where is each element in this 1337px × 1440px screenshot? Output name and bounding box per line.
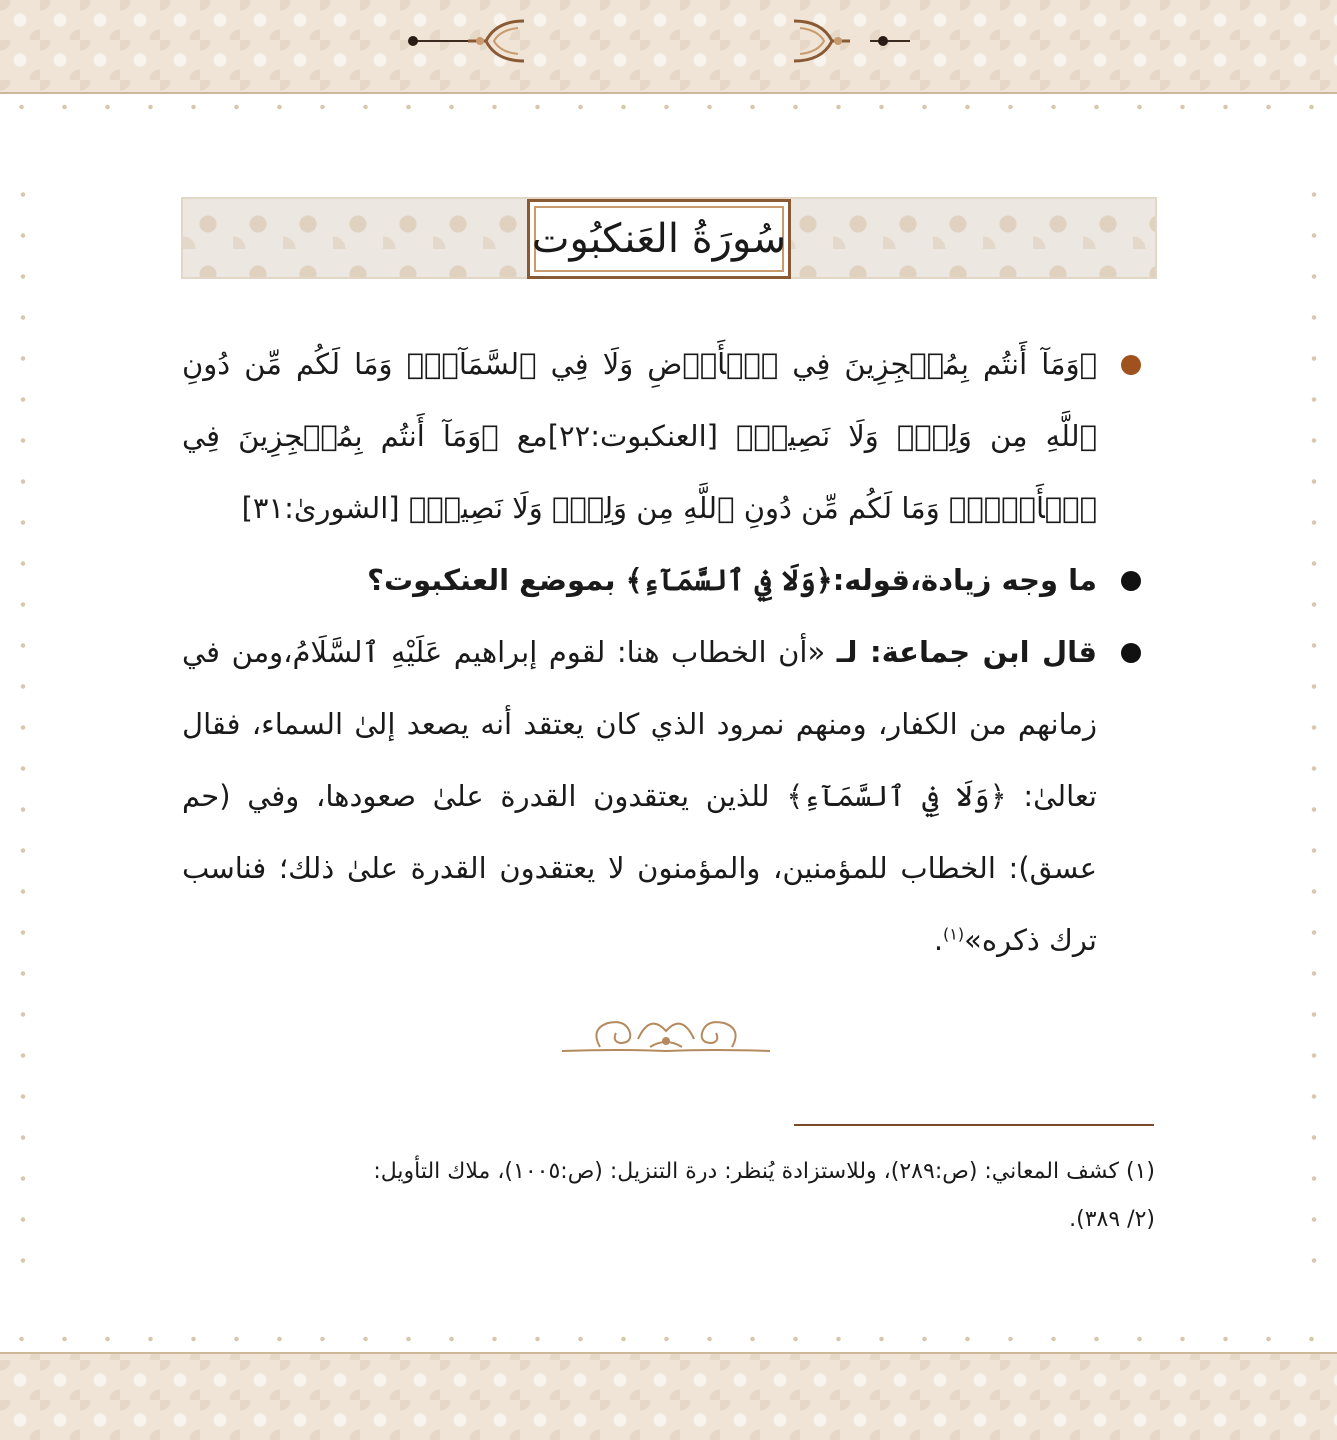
banner-dot-left: [408, 36, 418, 46]
banner-dot-right: [878, 36, 888, 46]
banner-line-right: [870, 40, 910, 42]
answer-verse: ﴿وَلَا فِي ٱلسَّمَآءِ﴾: [786, 779, 1007, 813]
footnote-marker[interactable]: (١): [943, 924, 965, 944]
top-border-ornament: [0, 100, 1337, 114]
item-answer: [182, 616, 1157, 976]
verse-ref-ankabut: [العنكبوت:٢٢]: [547, 419, 718, 453]
footnote-line-2: (٢/ ٣٨٩).: [1069, 1207, 1155, 1232]
with-word: مع: [516, 419, 548, 453]
answer-part-1: «أن الخطاب هنا: لقوم إبراهيم عَلَيْهِ ٱلسَّلَامُ،ومن في زمانهم من الكفار، ومنهم نمرود الذي كان يعتقد أنه يصعد إلىٰ السماء، فقال تعالىٰ:: [182, 635, 1098, 813]
divider-ornament-icon: [560, 1003, 772, 1063]
question-tail: بموضع العنكبوت؟: [367, 563, 616, 597]
footnote: [180, 1148, 1155, 1244]
surah-title-plate: [527, 199, 791, 279]
answer-lead: قال ابن جماعة: لـ: [836, 635, 1097, 669]
item-question: [182, 544, 1157, 616]
question-lead: ما وجه زيادة،قوله:: [832, 563, 1097, 597]
footnote-line-1: (١) كشف المعاني: (ص:٢٨٩)، وللاستزادة يُنظر: درة التنزيل: (ص:١٠٠٥)، ملاك التأويل:: [373, 1159, 1155, 1184]
bottom-border-ornament: [0, 1332, 1337, 1346]
verse-ref-shura: [الشورىٰ:٣١]: [241, 491, 400, 525]
banner-line-left: [416, 40, 468, 42]
footnote-separator: [794, 1124, 1154, 1126]
right-border-ornament: [1291, 174, 1337, 1284]
answer-end: .: [933, 923, 944, 957]
left-border-ornament: [0, 174, 46, 1284]
bullet-icon: [1121, 643, 1141, 663]
question-verse: ﴿وَلَا فِي ٱلسَّمَآءِ﴾: [625, 563, 833, 597]
main-content: [182, 328, 1157, 976]
bullet-icon: [1121, 355, 1141, 375]
right-flourish-icon: [792, 16, 852, 66]
item-verse-comparison: [182, 328, 1157, 544]
verse-shura-31: ﴿وَمَآ أَنتُم بِمُعۡجِزِينَ فِي ٱلۡأَرۡضِۖ وَمَا لَكُم مِّن دُونِ ٱللَّهِ مِن وَلِيّٖ وَلَا نَصِيرٖ﴾: [182, 419, 1097, 525]
left-flourish-icon: [466, 16, 526, 66]
verse-ankabut-22: ﴿وَمَآ أَنتُم بِمُعۡجِزِينَ فِي ٱلۡأَرۡضِ وَلَا فِي ٱلسَّمَآءِۖ وَمَا لَكُم مِّن دُونِ ٱللَّهِ مِن وَلِيّٖ وَلَا نَصِيرٖ﴾: [182, 347, 1098, 453]
answer-part-2: للذين يعتقدون القدرة علىٰ صعودها، وفي (حم عسق): الخطاب للمؤمنين، والمؤمنون لا يعتقدون القدرة علىٰ ذلك؛ فناسب ترك ذكره»: [182, 779, 1097, 957]
bullet-icon: [1121, 571, 1141, 591]
surah-title: سُورَةُ العَنكبُوت: [531, 216, 787, 262]
